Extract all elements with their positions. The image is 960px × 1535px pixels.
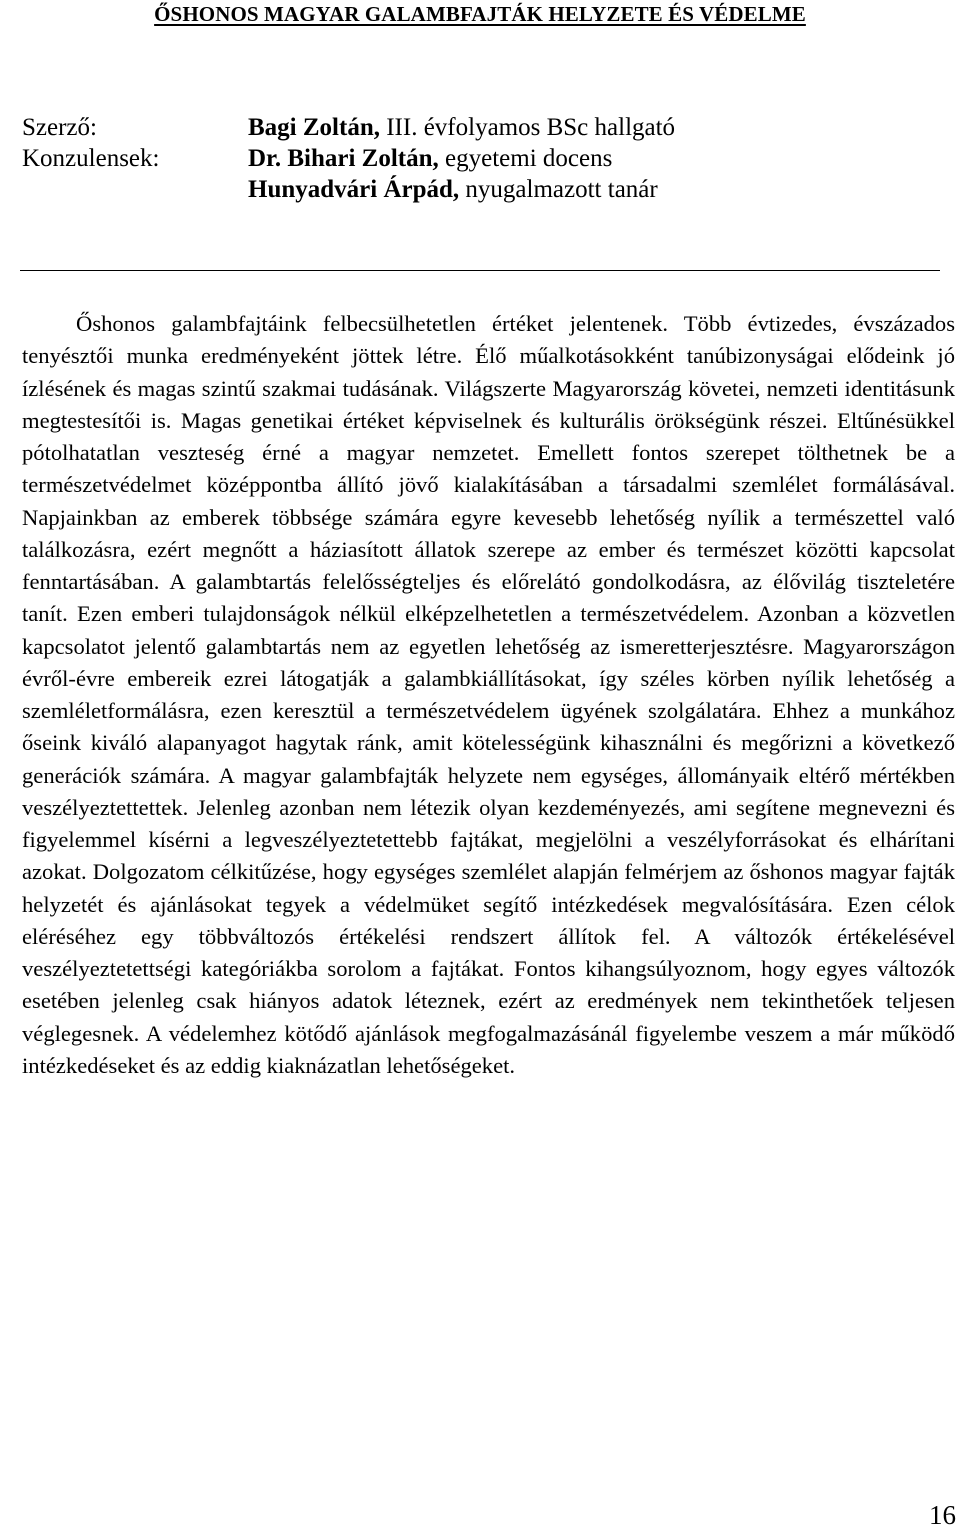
- author-name: Bagi Zoltán,: [248, 114, 380, 141]
- consultant-label: Konzulensek:: [22, 145, 160, 172]
- page-number: 16: [929, 1500, 956, 1530]
- consultant-row: [22, 143, 922, 174]
- author-detail: III. évfolyamos BSc hallgató: [379, 114, 676, 141]
- consultant-value: [248, 143, 612, 174]
- author-block: [22, 112, 922, 205]
- consultant-row: [22, 174, 922, 205]
- author-label: Szerző:: [22, 114, 97, 141]
- document-title: ŐSHONOS MAGYAR GALAMBFAJTÁK HELYZETE ÉS VÉDELME: [154, 2, 806, 26]
- consultant-value: [248, 174, 658, 205]
- consultant-label: [22, 174, 248, 205]
- horizontal-rule: [20, 270, 940, 271]
- consultant-detail: nyugalmazott tanár: [459, 176, 658, 203]
- author-value: [248, 112, 675, 143]
- consultant-detail: egyetemi docens: [438, 145, 613, 172]
- abstract-paragraph: Őshonos galambfajtáink felbecsülhetetlen értéket jelentenek. Több évtizedes, évszázados tenyésztői munka eredményeként jöttek létre. Élő műalkotásokként tanúbizonyságai elődeink jó ízlésének és magas szintű szakmai tudásának. Világszerte Magyarország követei, nemzeti identitásunk megtestesítői is. Magas genetikai értéket képviselnek és kulturális örökségünk részei. Eltűnésükkel pótolhatatlan veszteség érné a magyar nemzetet. Emellett fontos szerepet tölthetnek be a természetvédelmet középpontba állító jövő kialakításában a társadalmi szemlélet formálásával. Napjainkban az emberek többsége számára egyre kevesebb lehetőség nyílik a természettel való találkozásra, ezért megnőtt a háziasított állatok szerepe az ember és természet közötti kapcsolat fenntartásában. A galambtartás felelősségteljes és előrelátó gondolkodásra, az élővilág tiszteletére tanít. Ezen emberi tulajdonságok nélkül elképzelhetetlen a természetvédelem. Azonban a közvetlen kapcsolatot jelentő galambtartás nem az egyetlen lehetőség az ismeretterjesztésre. Magyarországon évről-évre embereik ezrei látogatják a galambkiállításokat, így széles körben nyílik lehetőség a szemléletformálásra, ezen keresztül a természetvédelem ügyének szolgálatára. Ehhez a munkához őseink kiváló alapanyagot hagytak ránk, amit kötelességünk kihasználni és megőrizni a következő generációk számára. A magyar galambfajták helyzete nem egységes, állományaik eltérő mértékben veszélyeztettettek. Jelenleg azonban nem létezik olyan kezdeményezés, ami segítene megnevezni és figyelemmel kísérni a legveszélyeztetettebb fajtákat, megjelölni a veszélyforrásokat és elhárítani azokat. Dolgozatom célkitűzése, hogy egységes szemlélet alapján felmérjem az őshonos magyar fajták helyzetét és ajánlásokat tegyek a védelmüket segítő intézkedések megvalósítására. Ezen célok eléréséhez egy többváltozós értékelési rendszert állítok fel. A változók értékelésével veszélyeztetettségi kategóriákba sorolom a fajtákat. Fontos kihangsúlyoznom, hogy egyes változók esetében jelenleg csak hiányos adatok léteznek, ezért az eredmények nem tekinthetőek teljesen véglegesnek. A védelemhez kötődő ajánlások megfogalmazásánál figyelembe veszem a már működő intézkedéseket és az eddig kiaknázatlan lehetőségeket.: [22, 311, 955, 1078]
- consultant-name: Hunyadvári Árpád,: [248, 176, 460, 203]
- consultant-name: Dr. Bihari Zoltán,: [248, 145, 439, 172]
- author-row: [22, 112, 922, 143]
